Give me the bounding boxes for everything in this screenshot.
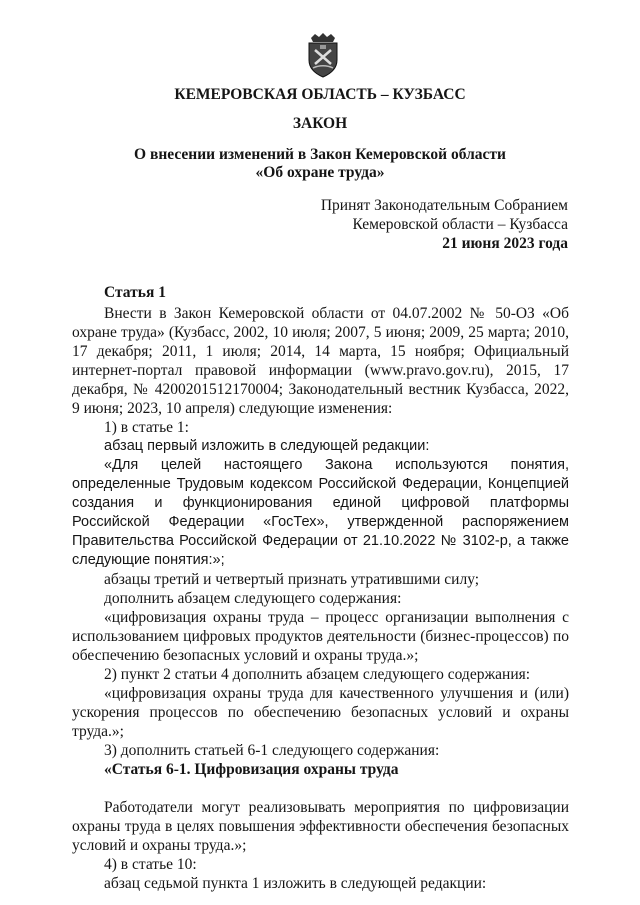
adoption-date: 21 июня 2023 года — [442, 235, 568, 252]
list-item-1-c: дополнить абзацем следующего содержания: — [104, 590, 402, 607]
list-item-1-b: абзацы третий и четвертый признать утратившими силу; — [104, 571, 480, 588]
law-title-line2: «Об охране труда» — [255, 164, 385, 181]
adoption-line2: Кемеровской области – Кузбасса — [352, 216, 568, 233]
document-type: ЗАКОН — [292, 115, 348, 132]
new-article-heading: «Статья 6-1. Цифровизация охраны труда — [104, 761, 399, 778]
list-item-4-a: абзац седьмой пункта 1 изложить в следующей редакции: — [104, 875, 487, 892]
list-item-2-text: «цифровизация охраны труда для качественного улучшения и (или) ускорения процессов по обеспечению безопасных условий и охраны труда.»; — [72, 685, 569, 740]
list-item-1: 1) в статье 1: — [104, 419, 189, 436]
article-1 — [72, 283, 569, 893]
list-item-1-quote: «Для целей настоящего Закона используются понятия, определенные Трудовым кодексом Российской Федерации, Концепцией создания и функционирования единой цифровой платформы Российской Федерации «ГосТех», утвержденной распоряжением Правительства Российской Федерации от 21.10.2022 № 3102-р, а также следующие понятия:»; — [72, 457, 569, 568]
list-item-3: 3) дополнить статьей 6-1 следующего содержания: — [104, 742, 440, 759]
article-intro: Внести в Закон Кемеровской области от 04.07.2002 № 50-ОЗ «Об охране труда» (Кузбасс, 2002, 10 июля; 2007, 5 июня; 2009, 25 марта; 2010, 17 декабря; 2011, 1 июля; 2014, 14 марта, 15 ноября; Официальный интернет-портал правовой информации (www.pravo.gov.ru), 2015, 17 декабря, № 4200201512170004; Законодательный вестник Кузбасса, 2022, 9 июня; 2023, 10 апреля) следующие изменения: — [72, 305, 569, 417]
kemerovo-coat-of-arms-icon — [303, 32, 343, 78]
list-item-1-a: абзац первый изложить в следующей редакции: — [104, 438, 430, 454]
list-item-4: 4) в статье 10: — [104, 856, 197, 873]
new-article-text: Работодатели могут реализовывать мероприятия по цифровизации охраны труда в целях повышения эффективности обеспечения безопасных условий и охраны труда.»; — [72, 799, 569, 854]
list-item-2: 2) пункт 2 статьи 4 дополнить абзацем следующего содержания: — [104, 666, 531, 683]
article-heading: Статья 1 — [104, 284, 166, 301]
law-title-line1: О внесении изменений в Закон Кемеровской области — [134, 146, 506, 163]
list-item-1-definition: «цифровизация охраны труда – процесс организации выполнения с использованием цифровых продуктов деятельности (бизнес-процессов) по обеспечению безопасных условий и охраны труда.»; — [72, 609, 569, 664]
adoption-line1: Принят Законодательным Собранием — [320, 197, 568, 214]
region-heading: КЕМЕРОВСКАЯ ОБЛАСТЬ – КУЗБАСС — [174, 86, 466, 103]
